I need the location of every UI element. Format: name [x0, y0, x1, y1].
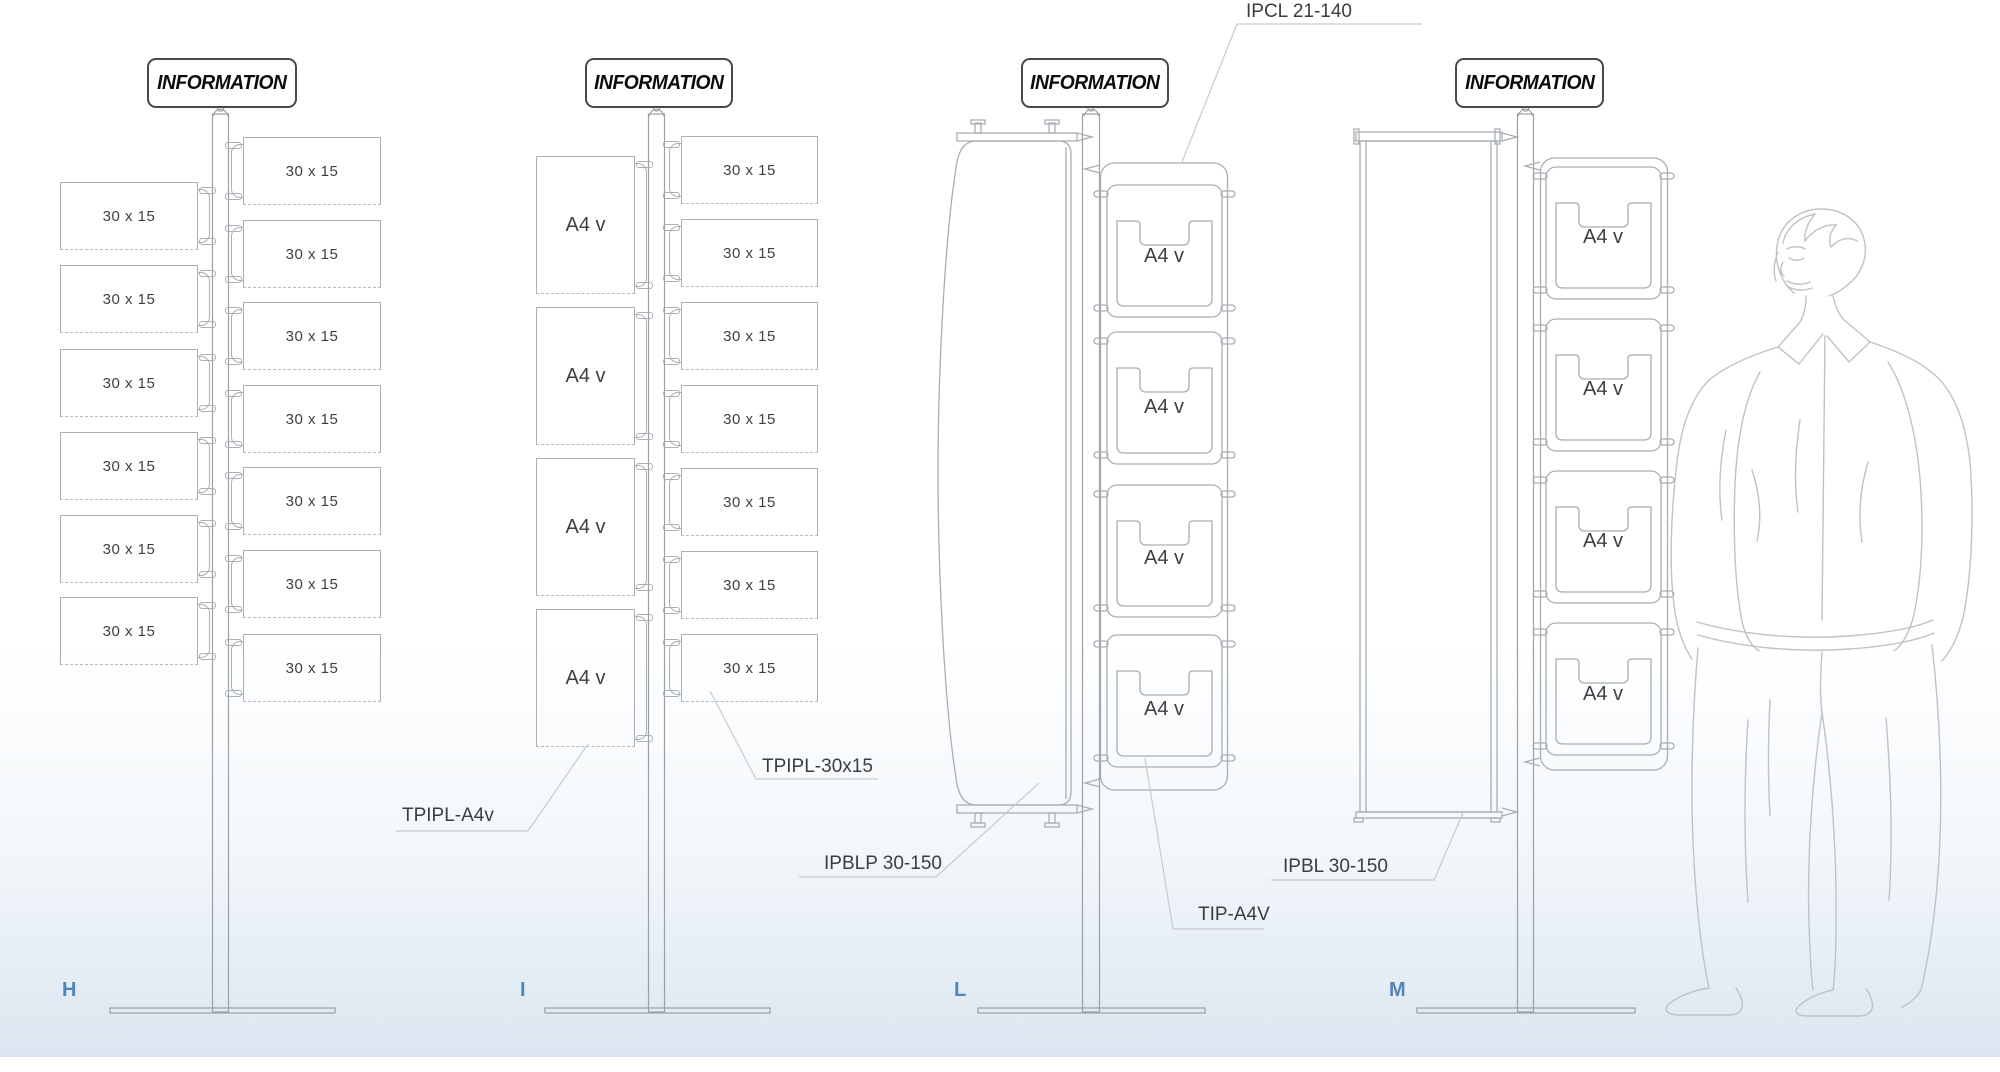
pole-clamp — [231, 144, 244, 198]
pole-clamp — [231, 392, 244, 446]
panel-pole-clamp — [1502, 133, 1517, 141]
information-sign-l — [1021, 58, 1169, 108]
pocket-30x15: 30 x 15 — [681, 219, 818, 287]
sign-label: INFORMATION — [1030, 71, 1160, 94]
rack-pole-clamp — [1525, 758, 1540, 766]
pocket-30x15: 30 x 15 — [60, 182, 198, 250]
pole-clamp — [669, 475, 682, 529]
neck — [1800, 296, 1843, 322]
holder-label: A4 v — [1582, 683, 1624, 705]
holder-label: A4 v — [1143, 698, 1185, 720]
right-leg — [1921, 645, 1941, 990]
pocket-a4v: A4 v — [536, 609, 635, 747]
rack-pole-clamp — [1525, 162, 1540, 170]
pocket-30x15: 30 x 15 — [681, 634, 818, 702]
pocket-30x15: 30 x 15 — [60, 597, 198, 665]
man-figure — [1666, 209, 1972, 1016]
panel-pole-clamp — [1077, 133, 1092, 141]
collar — [1778, 319, 1870, 364]
pole-clamp — [669, 226, 682, 280]
pocket-a4v: A4 v — [536, 307, 635, 445]
rack-frame-m — [1541, 158, 1668, 770]
holder-label: A4 v — [1143, 396, 1185, 418]
pole-clamp — [634, 314, 647, 438]
flat-panel-m — [1354, 129, 1517, 822]
pocket-30x15: 30 x 15 — [60, 349, 198, 417]
pole-clamp — [669, 558, 682, 612]
information-sign-h — [147, 58, 297, 108]
pole-h — [213, 114, 229, 1012]
callout-ipbl-30-150: IPBL 30-150 — [1283, 856, 1388, 877]
stand-letter-h: H — [62, 979, 77, 1001]
rack-pole-clamp — [1085, 165, 1100, 173]
base-plates — [110, 1008, 1635, 1013]
pole-clamp — [197, 522, 210, 576]
sign-label: INFORMATION — [157, 71, 287, 94]
callout-tip-a4v: TIP-A4V — [1198, 904, 1270, 925]
panel-pole-clamp — [1077, 805, 1092, 813]
callout-tpipl-a4v: TPIPL-A4v — [402, 805, 494, 826]
pole-clamp — [669, 143, 682, 197]
pole-clamp — [231, 309, 244, 363]
pole-clamp — [197, 189, 210, 243]
stand-letter-l: L — [954, 979, 967, 1001]
holder-label: A4 v — [1582, 530, 1624, 552]
rack-pole-clamp — [1085, 779, 1100, 787]
information-sign-i — [585, 58, 733, 108]
right-shoe — [1796, 989, 1921, 1016]
pole-clamp — [634, 616, 647, 740]
pocket-a4v: A4 v — [536, 458, 635, 596]
sign-label: INFORMATION — [594, 71, 724, 94]
callout-tpipl-30x15: TPIPL-30x15 — [762, 756, 873, 777]
sign-label: INFORMATION — [1464, 71, 1595, 94]
pocket-30x15: 30 x 15 — [243, 220, 381, 288]
holder-label: A4 v — [1582, 378, 1624, 400]
pocket-30x15: 30 x 15 — [243, 302, 381, 370]
belt — [1697, 620, 1934, 650]
holder-label: A4 v — [1143, 245, 1185, 267]
panel-pole-clamp — [1502, 808, 1517, 816]
pole-clamp — [197, 604, 210, 658]
shirt-folds — [1720, 420, 1868, 542]
pocket-30x15: 30 x 15 — [60, 515, 198, 583]
pole-clamp — [231, 227, 244, 281]
pocket-a4v: A4 v — [536, 156, 635, 294]
pocket-30x15: 30 x 15 — [681, 302, 818, 370]
panel-bottom-bar — [1356, 812, 1502, 818]
pole-l — [1083, 114, 1100, 1012]
trouser-creases — [1745, 700, 1891, 902]
right-arm — [1938, 378, 1972, 661]
pole-clamp — [231, 557, 244, 611]
pocket-30x15: 30 x 15 — [681, 468, 818, 536]
shoulders — [1709, 342, 1938, 380]
left-shoe — [1666, 988, 1742, 1015]
stand-letter-i: I — [520, 979, 526, 1001]
stand-letter-m: M — [1389, 979, 1406, 1001]
pole-i — [649, 114, 665, 1012]
pocket-30x15: 30 x 15 — [60, 265, 198, 333]
pocket-30x15: 30 x 15 — [243, 634, 381, 702]
shirt-placket — [1822, 336, 1825, 620]
pocket-30x15: 30 x 15 — [681, 551, 818, 619]
eyes — [1787, 247, 1805, 261]
callout-ipcl-21-140: IPCL 21-140 — [1246, 1, 1352, 22]
pocket-30x15: 30 x 15 — [243, 550, 381, 618]
left-leg — [1692, 648, 1709, 988]
pole-clamp — [634, 465, 647, 589]
bottom-margin — [0, 1056, 2000, 1072]
panel-top-bar — [1356, 132, 1502, 141]
pole-clamp — [231, 474, 244, 528]
pole-clamp — [669, 641, 682, 695]
pocket-30x15: 30 x 15 — [243, 137, 381, 205]
mouth — [1787, 281, 1812, 290]
holder-label: A4 v — [1143, 547, 1185, 569]
pocket-30x15: 30 x 15 — [681, 385, 818, 453]
holder-label: A4 v — [1582, 226, 1624, 248]
hair — [1783, 214, 1857, 247]
pole-clamp — [197, 272, 210, 326]
callout-ipblp-30-150: IPBLP 30-150 — [824, 853, 942, 874]
pole-clamp — [669, 309, 682, 363]
pole-clamp — [197, 356, 210, 410]
pocket-30x15: 30 x 15 — [681, 136, 818, 204]
left-arm — [1671, 380, 1709, 659]
pocket-30x15: 30 x 15 — [243, 467, 381, 535]
pole-clamp — [197, 439, 210, 493]
pocket-30x15: 30 x 15 — [60, 432, 198, 500]
pole-clamp — [231, 641, 244, 695]
information-sign-m — [1455, 58, 1604, 108]
pole-clamp — [634, 163, 647, 287]
rack-m — [1525, 158, 1674, 770]
pole-clamp — [669, 392, 682, 446]
pocket-30x15: 30 x 15 — [243, 385, 381, 453]
nose — [1781, 262, 1784, 276]
panel-bottom-bar — [957, 805, 1077, 813]
pole-m — [1518, 114, 1534, 1012]
panel-top-bar — [957, 133, 1077, 141]
curved-panel-l — [938, 120, 1092, 827]
